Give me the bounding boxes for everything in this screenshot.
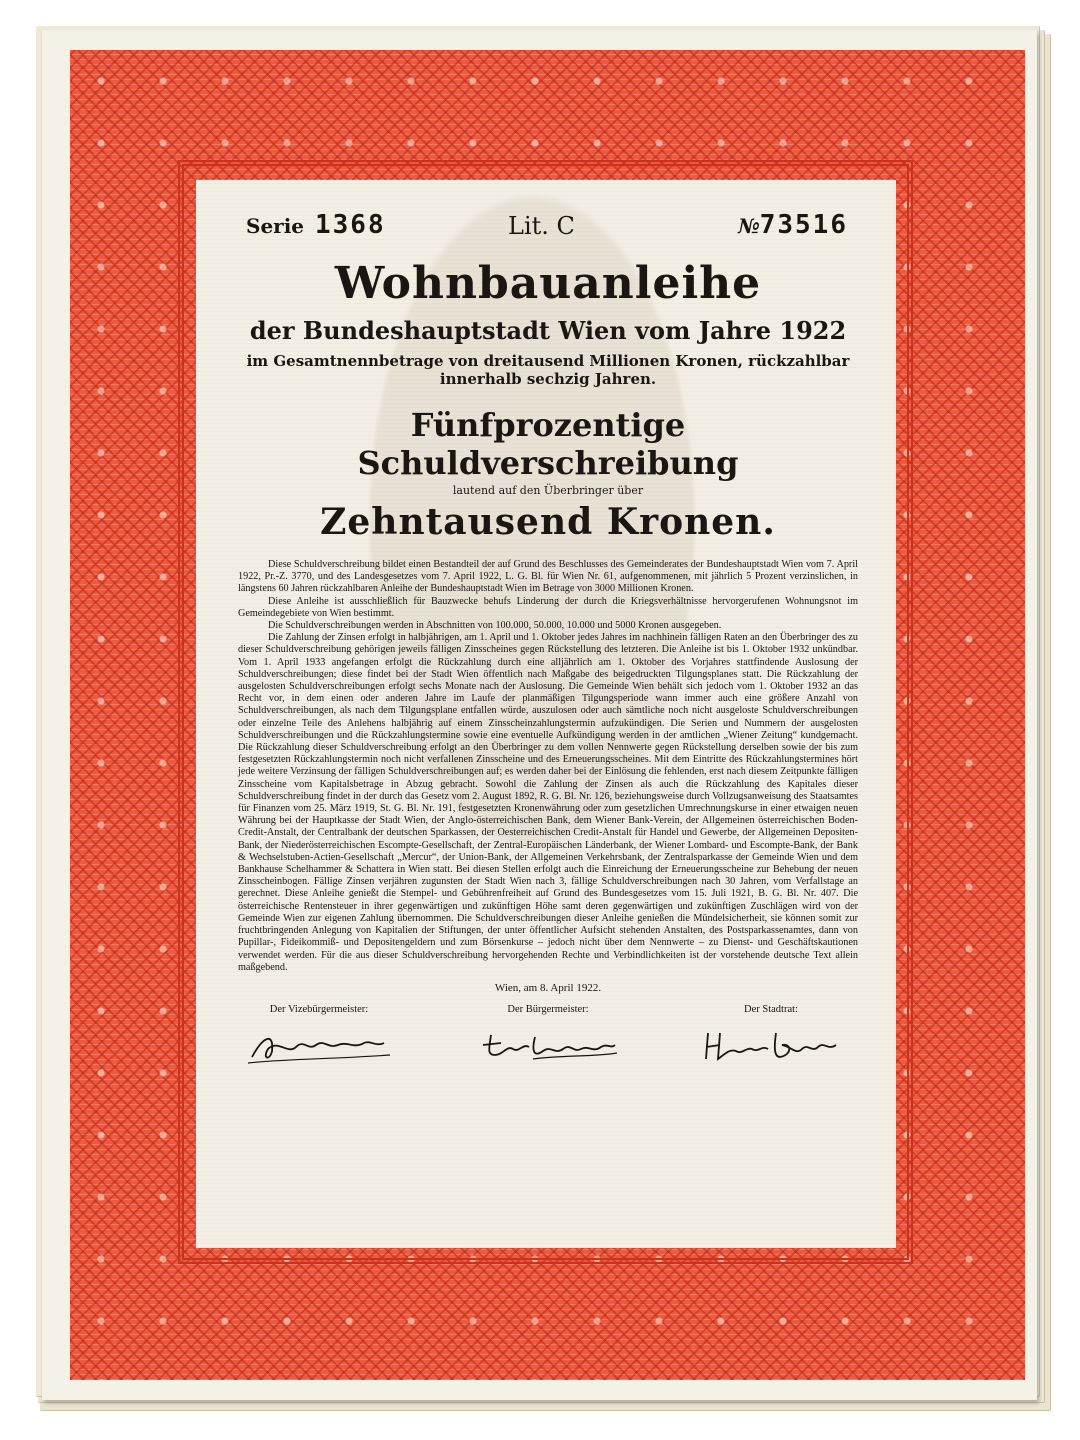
certificate-content [238, 210, 858, 1084]
bearer-line: lautend auf den Überbringer über [452, 484, 644, 497]
terms-paragraph: Die Zahlung der Zinsen erfolgt in halbjährigen, am 1. April und 1. Oktober jedes Jahres im nachhinein fälligen Raten an den Überbringer des zu dieser Schuldverschreibung gehörigen jeweils fälligen Zinsscheines gegen Rückstellung des letzteren. Die Anleihe ist bis 1. Oktober 1932 unkündbar. Vom 1. April 1933 angefangen erfolgt die Rückzahlung durch eine alljährlich am 1. Oktober des Vorjahres stattfindende Auslosung der Schuldverschreibungen; diese findet bei der Stadt Wien öffentlich nach Maßgabe des beigedruckten Tilgungsplanes statt. Die Rückzahlung der ausgelosten Schuldverschreibungen erfolgt sechs Monate nach der Auslosung. Die Gemeinde Wien behält sich jedoch vom 1. Oktober 1932 an das Recht vor, in dem einen oder anderen Jahre im Laufe der planmäßigen Tilgungsperiode wann immer auch eine größere Anzahl von Schuldverschreibungen, als nach dem Tilgungsplane entfallen würde, auszulosen oder auch sämtliche noch nicht ausgeloste Schuldverschreibungen oder einzelne Teile des Anlehens halbjährig auf einem Zinsscheinzahlungstermin aufzukündigen. Die Serien und Nummern der ausgelosten Schuldverschreibungen und die Rückzahlungstermine sowie eine eventuelle Aufkündigung werden in der amtlichen „Wiener Zeitung“ kundgemacht. Die Rückzahlung dieser Schuldverschreibung erfolgt an den Überbringer zu dem vollen Nennwerte gegen Rückstellung derselben sowie der bis zum festgesetzten Rückzahlungstermin noch nicht verfallenen Zinsscheine und des Erneuerungsscheines. Mit dem Eintritte des Rückzahlungstermines hört jede weitere Verzinsung der fälligen Schuldverschreibungen auf; es werden daher bei der Einlösung die fehlenden, erst nach diesem Zeitpunkte fälligen Zinsscheine vom Kapitalsbetrage in Abzug gebracht. Sowohl die Zahlung der Zinsen als auch die Rückzahlung des Kapitales dieser Schuldverschreibung findet in der durch das Gesetz vom 2. August 1892, R. G. Bl. Nr. 126, beziehungsweise durch Vollzugsanweisung des Staatsamtes für Finanzen vom 25. März 1919, St. G. Bl. Nr. 191, festgesetzten Kronenwährung oder zum gesetzlichen Umrechnungskurse in einer etwaigen neuen Währung bei der Hauptkasse der Stadt Wien, der Anglo-österreichischen Bank, dem Wiener Bank-Verein, der Allgemeinen österreichischen Boden-Credit-Anstalt, der Centralbank der deutschen Sparkassen, der Oesterreichischen Credit-Anstalt für Handel und Gewerbe, der Allgemeinen Depositen-Bank, der Niederösterreichischen Escompte-Gesellschaft, der Zentral-Europäischen Länderbank, der Wiener Lombard- und Escompte-Bank, der Bank & Wechselstuben-Actien-Gesellschaft „Mercur“, der Union-Bank, der Allgemeinen Verkehrsbank, der Zentralsparkasse der Gemeinde Wien und dem Bankhause Schelhammer & Schattera in Wien statt. Bei diesen Stellen erfolgt auch die Einreichung der Erneuerungsscheine zur Behebung der neuen Zinsscheinbogen. Fällige Zinsen verjähren zugunsten der Stadt Wien nach 3, fällige Schuldverschreibungen nach 30 Jahren, vom Verfallstage an gerechnet. Diese Anleihe genießt die Stempel- und Gebührenfreiheit auf Grund des Bundesgesetzes vom 15. Juli 1921, B. G. Bl. Nr. 407. Die österreichische Rentensteuer in ihrer gegenwärtigen und zukünftigen Höhe samt deren gegenwärtigen und zukünftigen Zuschlägen wird von der Gemeinde Wien zur eigenen Zahlung übernommen. Die Schuldverschreibungen dieser Anleihe genießen die Mündelsicherheit, sie können somit zur fruchtbringenden Anlegung von Kapitalien der Stiftungen, der unter öffentlicher Aufsicht stehenden Anstalten, des Postsparkassenamtes, dann von Pupillar-, Fideikommiß- und Depositengeldern und zum Börsenkurse – jedoch nicht über dem Nennwerte – zu Dienst- und Geschäftskautionen verwendet werden. Für die aus dieser Schuldverschreibung hervorgehenden Rechte und Verbindlichkeiten ist der vorstehende deutsche Text allein maßgebend. [238, 632, 858, 973]
serie-label [246, 210, 386, 240]
serie-text: Serie [246, 214, 305, 238]
handwritten-signature [696, 1025, 846, 1069]
signatory-role: Der Vizebürgermeister: [269, 1003, 369, 1015]
signature-row [238, 1004, 858, 1084]
terms-paragraph: Diese Schuldverschreibung bildet einen Bestandteil der auf Grund des Beschlusses des Gemeinderates der Bundeshauptstadt Wien vom 7. April 1922, Pr.-Z. 3770, und des Landesgesetzes vom 7. April 1922, L. G. Bl. für Wien Nr. 61, aufgenommenen, mit jährlich 5 Prozent verzinslichen, in längstens 60 Jahren rückzahlbaren Anleihe der Bundeshauptstadt Wien im Betrage von 3000 Millionen Kronen. [238, 559, 858, 595]
signature-mayor [453, 1004, 643, 1069]
denomination: Zehntausend Kronen. [320, 501, 776, 543]
terms-paragraph: Diese Anleihe ist ausschließlich für Bauzwecke behufs Linderung der durch die Kriegsverhältnisse hervorgerufenen Wohnungsnot im Gemeindegebiete von Wien bestimmt. [238, 595, 858, 619]
terms-paragraph: Die Schuldverschreibungen werden in Abschnitten von 100.000, 50.000, 10.000 und 5000 Kronen ausgegeben. [268, 620, 722, 632]
handwritten-signature [244, 1025, 394, 1069]
title: Wohnbauanleihe [334, 258, 762, 309]
signature-city-councillor [676, 1004, 866, 1069]
total-amount-note: im Gesamtnennbetrage von dreitausend Millionen Kronen, rückzahlbar innerhalb sechzig Jahren. [246, 352, 850, 388]
number-value: 73516 [759, 210, 848, 240]
terms-text [238, 559, 858, 974]
signatory-role: Der Stadtrat: [744, 1003, 798, 1015]
issue-date: Wien, am 8. April 1922. [494, 981, 602, 994]
serie-number: 1368 [315, 210, 386, 240]
handwritten-signature [473, 1025, 623, 1069]
header-row [238, 210, 858, 246]
bond-type: Fünfprozentige Schuldverschreibung [357, 406, 739, 482]
certificate-number [738, 210, 848, 240]
signatory-role: Der Bürgermeister: [507, 1003, 589, 1015]
signature-vice-mayor [224, 1004, 414, 1069]
lit-label: Lit. C [508, 212, 575, 240]
subtitle: der Bundeshauptstadt Wien vom Jahre 1922 [249, 316, 847, 345]
number-symbol: № [737, 214, 760, 238]
